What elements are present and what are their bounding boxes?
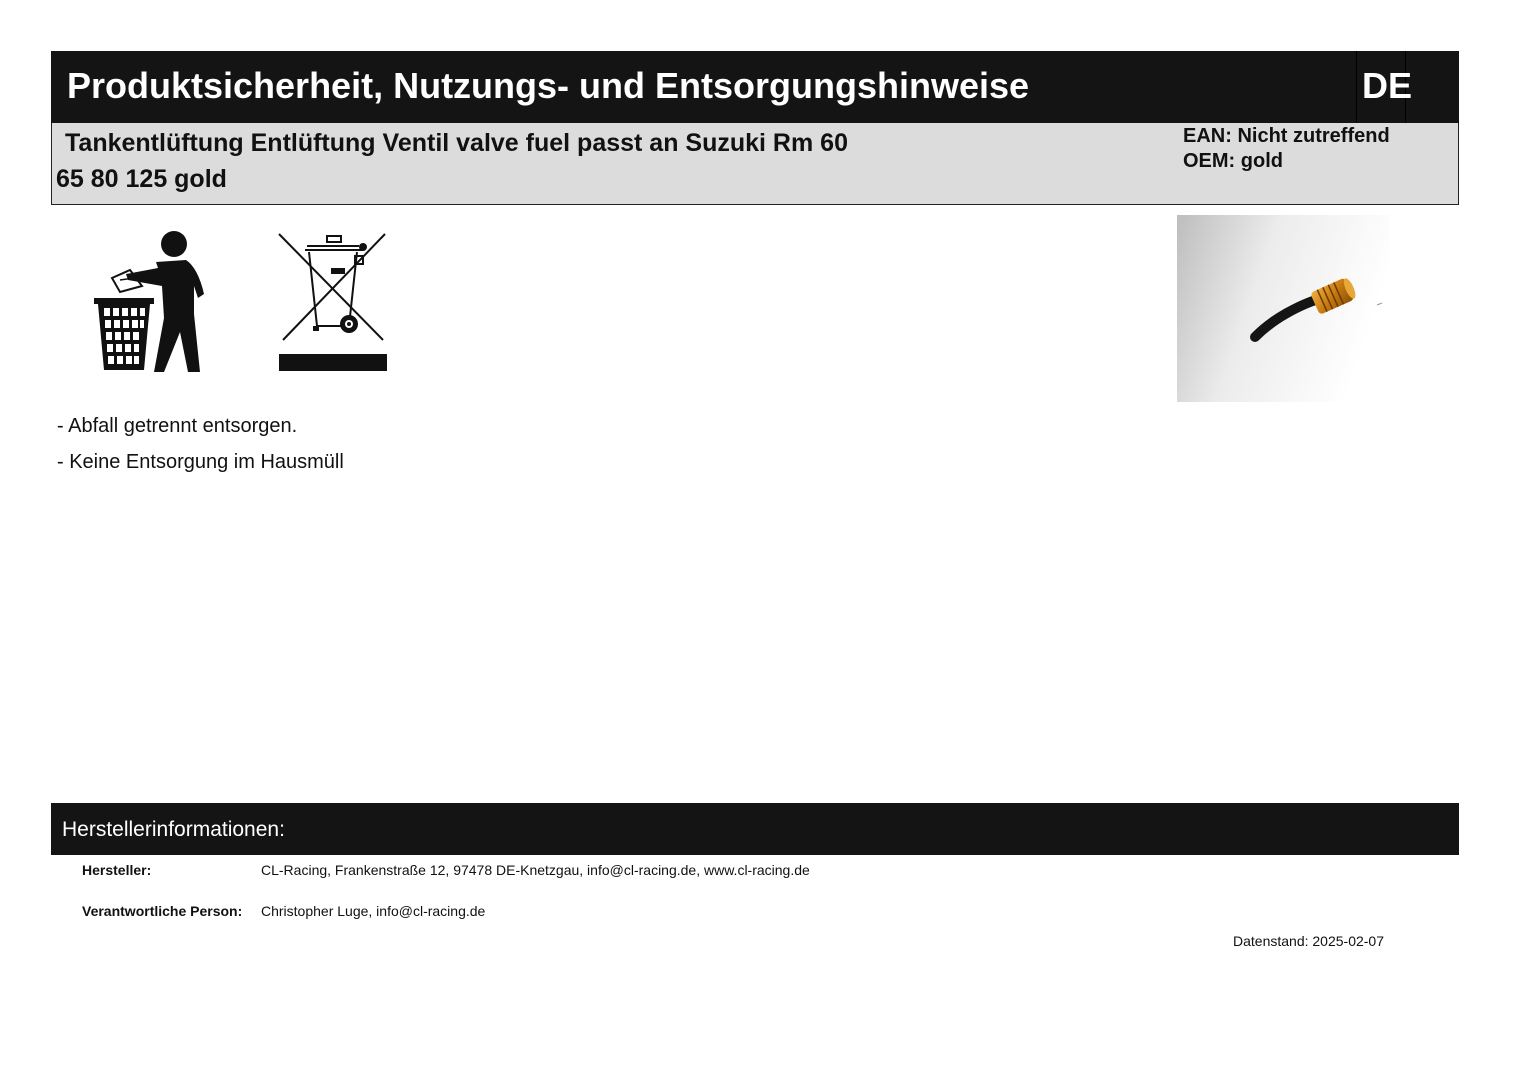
product-photo — [1177, 215, 1390, 402]
product-info-bar — [51, 123, 1459, 205]
note-separate-disposal: - Abfall getrennt entsorgen. — [57, 415, 298, 437]
language-code: DE — [1362, 65, 1413, 106]
date-stamp: Datenstand: 2025-02-07 — [1233, 933, 1384, 949]
tidyman-disposal-icon — [90, 228, 208, 374]
language-box — [1356, 51, 1413, 123]
ean-label: EAN: Nicht zutreffend — [1183, 125, 1390, 147]
header-bar — [51, 51, 1459, 123]
responsible-person-label: Verantwortliche Person: — [82, 903, 243, 919]
manufacturer-section-bar — [51, 803, 1459, 855]
oem-label: OEM: gold — [1183, 150, 1283, 172]
manufacturer-label: Hersteller: — [82, 862, 152, 878]
manufacturer-section-title: Herstellerinformationen: — [62, 818, 285, 841]
manufacturer-value: CL-Racing, Frankenstraße 12, 97478 DE-Knetzgau, info@cl-racing.de, www.cl-racing.de — [261, 862, 810, 878]
product-name-line2: 65 80 125 gold — [56, 165, 227, 193]
responsible-person-value: Christopher Luge, info@cl-racing.de — [261, 903, 486, 919]
note-no-household-waste: - Keine Entsorgung im Hausmüll — [57, 451, 344, 473]
product-name-line1: Tankentlüftung Entlüftung Ventil valve fuel passt an Suzuki Rm 60 — [65, 129, 848, 157]
page-title: Produktsicherheit, Nutzungs- und Entsorgungshinweise — [67, 65, 1030, 106]
crossed-out-wheelie-bin-icon — [277, 230, 389, 373]
